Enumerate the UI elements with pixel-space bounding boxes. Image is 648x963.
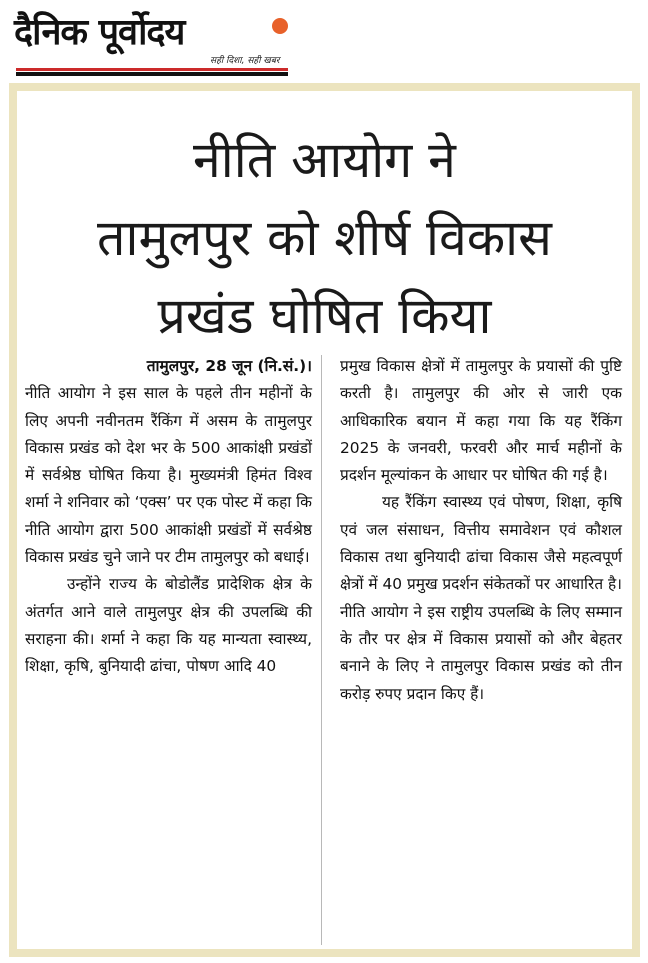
logo-dot-icon — [272, 18, 288, 34]
paragraph: उन्होंने राज्य के बोडोलैंड प्रादेशिक क्षेत्र के अंतर्गत आने वाले तामुलपुर क्षेत्र की उपलब्धि की सराहना की। शर्मा ने कहा कि यह मान्यता स्वास्थ्य, शिक्षा, कृषि, बुनियादी ढांचा, पोषण आदि 40 — [25, 575, 312, 676]
column-divider — [321, 355, 322, 945]
masthead-rule-red — [16, 68, 288, 71]
dateline: तामुलपुर, 28 जून (नि.सं.)। — [146, 357, 312, 375]
paragraph: प्रमुख विकास क्षेत्रों में तामुलपुर के प्रयासों की पुष्टि करती है। तामुलपुर की ओर से जारी एक आधिकारिक बयान में कहा गया कि यह रैंकिंग 2025 के जनवरी, फरवरी और मार्च महीनों के प्रदर्शन मूल्यांकन के आधार पर घोषित की गई है। — [340, 357, 622, 485]
masthead-rule-black — [16, 72, 288, 76]
paragraph: नीति आयोग ने इस साल के पहले तीन महीनों के लिए अपनी नवीनतम रैंकिंग में असम के तामुलपुर विकास प्रखंड को देश भर के 500 आकांक्षी प्रखंडों में सर्वश्रेष्ठ घोषित किया है। मुख्यमंत्री हिमंत विश्व शर्मा ने शनिवार को ‘एक्स’ पर एक पोस्ट में कहा कि नीति आयोग द्वारा 500 आकांक्षी प्रखंडों में सर्वश्रेष्ठ विकास प्रखंड चुने जाने पर टीम तामुलपुर को बधाई। — [25, 384, 312, 567]
headline-line-2: तामुलपुर को शीर्ष विकास — [97, 209, 552, 267]
tagline: सही दिशा, सही खबर — [210, 56, 280, 66]
paragraph: यह रैंकिंग स्वास्थ्य एवं पोषण, शिक्षा, कृषि एवं जल संसाधन, वित्तीय समावेशन एवं कौशल विकास तथा बुनियादी ढांचा विकास जैसे महत्वपूर्ण क्षेत्रों में 40 प्रमुख प्रदर्शन संकेतकों पर आधारित है। नीति आयोग ने इस राष्ट्रीय उपलब्धि के लिए सम्मान के तौर पर क्षेत्र में विकास प्रयासों को और बेहतर बनाने के लिए ने तामुलपुर विकास प्रखंड को तीन करोड़ रुपए प्रदान किए हैं। — [340, 493, 623, 703]
newspaper-logo: दैनिक पूर्वोदय — [14, 12, 185, 53]
masthead — [10, 6, 300, 74]
article-column-right — [340, 353, 622, 708]
headline-line-3: प्रखंड घोषित किया — [157, 287, 492, 345]
article-frame — [9, 83, 640, 957]
headline-line-1: नीति आयोग ने — [193, 131, 456, 189]
headline — [17, 121, 632, 355]
article-column-left — [25, 353, 312, 681]
